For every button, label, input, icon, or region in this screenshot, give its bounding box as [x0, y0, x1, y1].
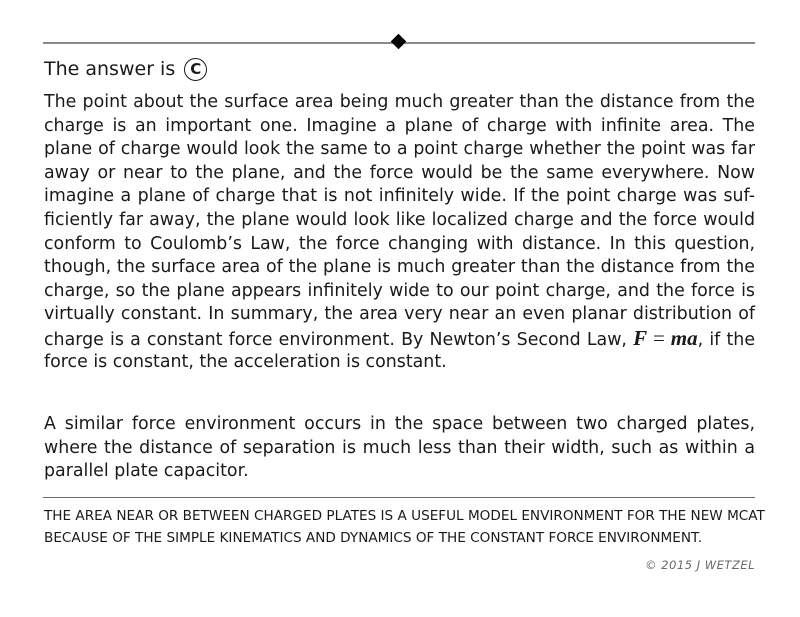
formula-mass-acceleration: ma: [670, 325, 698, 350]
formula-equals: =: [647, 325, 671, 350]
text-segment: , if the: [697, 329, 756, 350]
text-line: charge is an important one. Imagine a plane of charge with infinite area. The: [44, 115, 755, 136]
text-segment: charge is a constant force environment. By Newton’s Second Law,: [44, 329, 627, 350]
formula-force: F: [633, 325, 648, 350]
text-line: where the distance of separation is much less than their width, such as within a: [44, 437, 755, 458]
text-line-with-formula: [44, 327, 755, 351]
text-line: parallel plate capacitor.: [44, 461, 249, 482]
text-line: ficiently far away, the plane would look like localized charge and the force would: [44, 209, 755, 230]
explanation-paragraph-1: [44, 91, 755, 374]
text-line: away or near to the plane, and the force would be the same everywhere. Now: [44, 162, 755, 183]
note-line: THE AREA NEAR OR BETWEEN CHARGED PLATES IS A USEFUL MODEL ENVIRONMENT FOR THE NEW MCAT: [44, 508, 765, 524]
text-line: A similar force environment occurs in the space between two charged plates,: [44, 414, 755, 434]
explanation-paragraph-2: [44, 413, 755, 484]
diamond-icon: [391, 34, 407, 50]
text-line: The point about the surface area being much greater than the distance from the: [44, 92, 755, 112]
note-line: BECAUSE OF THE SIMPLE KINEMATICS AND DYNAMICS OF THE CONSTANT FORCE ENVIRONMENT.: [44, 530, 703, 546]
copyright: © 2015 J WETZEL: [645, 558, 755, 572]
answer-letter-badge: C: [184, 58, 207, 81]
newton-second-law-formula: [633, 326, 698, 350]
text-line: charge, so the plane appears infinitely wide to our point charge, and the force is: [44, 280, 755, 301]
text-line: plane of charge would look the same to a point charge whether the point was far: [44, 139, 755, 160]
text-line: force is constant, the acceleration is constant.: [44, 351, 447, 372]
mcat-note: [44, 505, 765, 549]
answer-line: [44, 56, 207, 82]
text-line: conform to Coulomb’s Law, the force changing with distance. In this question,: [44, 233, 755, 254]
text-line: virtually constant. In summary, the area very near an even planar distribution of: [44, 304, 755, 325]
text-line: imagine a plane of charge that is not infinitely wide. If the point charge was suf-: [44, 186, 755, 207]
text-line: though, the surface area of the plane is much greater than the distance from the: [44, 257, 755, 278]
answer-prefix: The answer is: [44, 58, 176, 80]
bottom-divider: [43, 497, 755, 498]
